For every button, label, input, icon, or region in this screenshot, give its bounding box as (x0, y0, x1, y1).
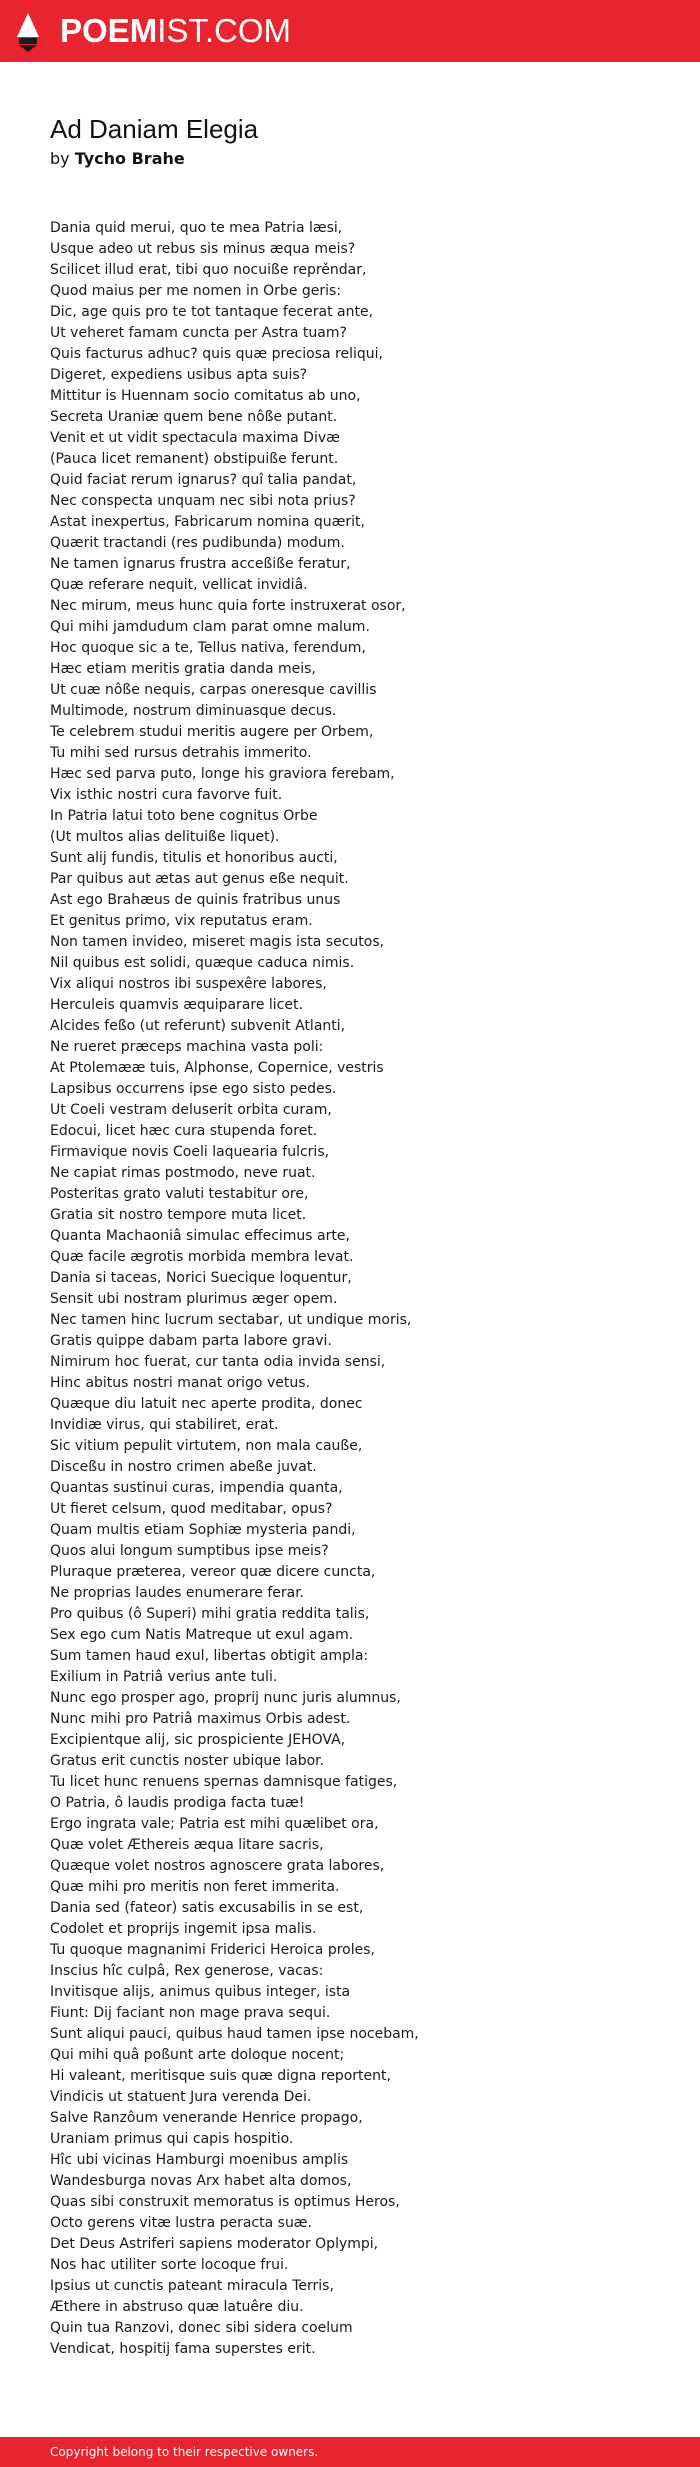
poem-line: Octo gerens vitæ lustra peracta suæ. (50, 2215, 313, 2231)
poem-line: Quæ facile ægrotis morbida membra levat. (50, 1249, 354, 1265)
poem-line: Vindicis ut statuent Jura verenda Dei. (50, 2089, 312, 2105)
poem-line: Nos hac utiliter sorte locoque frui. (50, 2257, 289, 2273)
poem-line: Quæ mihi pro meritis non feret immerita. (50, 1879, 340, 1895)
poem-line: Dania sed (fateor) satis excusabilis in se est, (50, 1900, 364, 1916)
poem-line: Te celebrem studui meritis augere per Orbem, (50, 724, 374, 740)
poem-line: Firmavique novis Coeli laquearia fulcris, (50, 1144, 330, 1160)
poem-line: Qui mihi jamdudum clam parat omne malum. (50, 619, 370, 635)
poem-line: Vix isthic nostri cura favorve fuit. (50, 787, 283, 803)
poem-line: Sum tamen haud exul, libertas obtigit ampla: (50, 1648, 369, 1664)
poem-line: O Patria, ô laudis prodiga facta tuæ! (50, 1795, 305, 1811)
poem-line: Sex ego cum Natis Matreque ut exul agam. (50, 1627, 354, 1643)
poem-line: Ut veheret famam cuncta per Astra tuam? (50, 325, 347, 341)
poem-line: In Patria latui toto bene cognitus Orbe (50, 808, 318, 824)
poem-line: Wandesburga novas Arx habet alta domos, (50, 2173, 352, 2189)
poem-line: Nec tamen hinc lucrum sectabar, ut undique moris, (50, 1312, 412, 1328)
site-logo[interactable] (60, 13, 291, 49)
poem-line: Sunt alij fundis, titulis et honoribus aucti, (50, 850, 338, 866)
poem-line: Nunc mihi pro Patriâ maximus Orbis adest. (50, 1711, 351, 1727)
poem-line: Hi valeant, meritisque suis quæ digna reportent, (50, 2068, 391, 2084)
poem-line: Exilium in Patriâ verius ante tuli. (50, 1669, 278, 1685)
poem-line: Mittitur is Huennam socio comitatus ab uno, (50, 388, 361, 404)
poem-line: Quæ volet Æthereis æqua litare sacris, (50, 1837, 324, 1853)
poem-line: Codolet et proprijs ingemit ipsa malis. (50, 1921, 317, 1937)
poem-line: Quod maius per me nomen in Orbe geris: (50, 283, 342, 299)
byline (50, 149, 185, 169)
poem-line: Ne rueret præceps machina vasta poli: (50, 1039, 324, 1055)
poem-line: Vix aliqui nostros ibi suspexêre labores, (50, 976, 327, 992)
poem-line: Sic vitium pepulit virtutem, non mala cauße, (50, 1438, 363, 1454)
poem-line: Lapsibus occurrens ipse ego sisto pedes. (50, 1081, 337, 1097)
poem-line: Astat inexpertus, Fabricarum nomina quærit, (50, 514, 365, 530)
poem-line: Edocui, licet hæc cura stupenda foret. (50, 1123, 318, 1139)
poem-line: Invidiæ virus, qui stabiliret, erat. (50, 1417, 279, 1433)
poem-line: Secreta Uraniæ quem bene nôße putant. (50, 409, 338, 425)
poem-line: Hæc etiam meritis gratia danda meis, (50, 661, 316, 677)
poem-line: Tu mihi sed rursus detrahis immerito. (50, 745, 312, 761)
poem-line: Ut fieret celsum, quod meditabar, opus? (50, 1501, 333, 1517)
site-footer (0, 2437, 700, 2467)
poem-title: Ad Daniam Elegia (50, 114, 259, 144)
poem-line: Scilicet illud erat, tibi quo nocuiße reprěndar, (50, 262, 367, 278)
poem-line: Venit et ut vidit spectacula maxima Divæ (50, 430, 340, 446)
poem-line: Hinc abitus nostri manat origo vetus. (50, 1375, 310, 1391)
poem-line: Dania quid merui, quo te mea Patria læsi, (50, 220, 343, 236)
author-name[interactable]: Tycho Brahe (74, 149, 185, 168)
poem-line: Ut cuæ nôße nequis, carpas oneresque cavillis (50, 682, 377, 698)
poem-line: Nimirum hoc fuerat, cur tanta odia invida sensi, (50, 1354, 386, 1370)
poem-line: Quantas sustinui curas, impendia quanta, (50, 1480, 343, 1496)
poem-line: Pro quibus (ô Superi) mihi gratia reddita talis, (50, 1606, 370, 1622)
pen-nib-icon[interactable] (16, 12, 40, 52)
poem-line: Inscius hîc culpâ, Rex generose, vacas: (50, 1963, 324, 1979)
poem-line: At Ptolemææ tuis, Alphonse, Copernice, vestris (50, 1060, 384, 1076)
poem-line: Quid faciat rerum ignarus? quî talia pandat, (50, 472, 357, 488)
poem-line: Quæque volet nostros agnoscere grata labores, (50, 1858, 385, 1874)
poem-line: Nec mirum, meus hunc quia forte instruxerat osor, (50, 598, 406, 614)
poem-line: Multimode, nostrum diminuasque decus. (50, 703, 337, 719)
poem-line: Excipientque alij, sic prospiciente JEHOVA, (50, 1732, 346, 1748)
poem-line: Nunc ego prosper ago, proprij nunc juris alumnus, (50, 1690, 401, 1706)
poem-line: Ipsius ut cunctis pateant miracula Terris, (50, 2278, 334, 2294)
poem-line: Ne proprias laudes enumerare ferar. (50, 1585, 305, 1601)
poem-line: Ast ego Brahæus de quinis fratribus unus (50, 892, 341, 908)
poem-line: Quærit tractandi (res pudibunda) modum. (50, 535, 345, 551)
poem-line: Herculeis quamvis æquiparare licet. (50, 997, 303, 1013)
poem-line: Sunt aliqui pauci, quibus haud tamen ipse nocebam, (50, 2026, 419, 2042)
poem-line: Ut Coeli vestram deluserit orbita curam, (50, 1102, 332, 1118)
poem-line: Hæc sed parva puto, longe his graviora ferebam, (50, 766, 395, 782)
poem-line: Quos alui longum sumptibus ipse meis? (50, 1543, 329, 1559)
poem-line: Gratis quippe dabam parta labore gravi. (50, 1333, 332, 1349)
poem-line: Gratus erit cunctis noster ubique labor. (50, 1753, 325, 1769)
poem-line: Tu quoque magnanimi Friderici Heroica proles, (50, 1942, 375, 1958)
poem-line: Et genitus primo, vix reputatus eram. (50, 913, 313, 929)
poem-line: Par quibus aut ætas aut genus eße nequit. (50, 871, 349, 887)
poem-line: Nil quibus est solidi, quæque caduca nimis. (50, 955, 355, 971)
logo-light-text: IST.COM (157, 12, 292, 49)
poem-line: Hîc ubi vicinas Hamburgi moenibus amplis (50, 2152, 349, 2168)
poem-line: Quas sibi construxit memoratus is optimus Heros, (50, 2194, 400, 2210)
poem-line: Quin tua Ranzovi, donec sibi sidera coelum (50, 2320, 353, 2336)
poem-line: Æthere in abstruso quæ latuêre diu. (50, 2299, 304, 2315)
poem-line: Vendicat, hospitij fama superstes erit. (50, 2341, 316, 2357)
poem-line: (Pauca licet remanent) obstipuiße ferunt. (50, 451, 339, 467)
poem-line: Quam multis etiam Sophiæ mysteria pandi, (50, 1522, 356, 1538)
poem-line: Posteritas grato valuti testabitur ore, (50, 1186, 309, 1202)
poem-line: Gratia sit nostro tempore muta licet. (50, 1207, 307, 1223)
poem-line: Invitisque alijs, animus quibus integer, ista (50, 1984, 351, 2000)
poem-line: Non tamen invideo, miseret magis ista secutos, (50, 934, 385, 950)
poem-line: Ergo ingrata vale; Patria est mihi quælibet ora, (50, 1816, 379, 1832)
poem-line: Hoc quoque sic a te, Tellus nativa, ferendum, (50, 640, 366, 656)
poem-line: Nec conspecta unquam nec sibi nota prius? (50, 493, 356, 509)
poem-line: Pluraque præterea, vereor quæ dicere cuncta, (50, 1564, 376, 1580)
poem-line: Usque adeo ut rebus sis minus æqua meis? (50, 241, 356, 257)
poem-line: Qui mihi quâ poßunt arte doloque nocent; (50, 2047, 345, 2063)
poem-line: Fiunt: Dij faciant non mage prava sequi. (50, 2005, 331, 2021)
poem-line: Quæ referare nequit, vellicat invidiâ. (50, 577, 308, 593)
poem-line: Ne tamen ignarus frustra acceßiße feratur, (50, 556, 351, 572)
poem-line: Sensit ubi nostram plurimus æger opem. (50, 1291, 338, 1307)
poem-line: Ne capiat rimas postmodo, neve ruat. (50, 1165, 316, 1181)
poem-line: Alcides feßo (ut referunt) subvenit Atlanti, (50, 1018, 346, 1034)
poem-line: Uraniam primus qui capis hospitio. (50, 2131, 294, 2147)
poem-line: Quis facturus adhuc? quis quæ preciosa reliqui, (50, 346, 383, 362)
poem-line: Salve Ranzôum venerande Henrice propago, (50, 2110, 363, 2126)
poem-line: Det Deus Astriferi sapiens moderator Oplympi, (50, 2236, 379, 2252)
poem-line: Dic, age quis pro te tot tantaque fecerat ante, (50, 304, 374, 320)
poem-line: (Ut multos alias delituiße liquet). (50, 829, 280, 845)
poem-line: Disceßu in nostro crimen abeße juvat. (50, 1459, 317, 1475)
copyright-notice: Copyright belong to their respective owners. (50, 2445, 319, 2459)
poem-line: Dania si taceas, Norici Suecique loquentur, (50, 1270, 352, 1286)
poem-body (50, 218, 419, 2360)
poem-line: Quanta Machaoniâ simulac effecimus arte, (50, 1228, 350, 1244)
poem-line: Digeret, expediens usibus apta suis? (50, 367, 308, 383)
by-label: by (50, 149, 70, 168)
poem-line: Quæque diu latuit nec aperte prodita, donec (50, 1396, 363, 1412)
poem-line: Tu licet hunc renuens spernas damnisque fatiges, (50, 1774, 398, 1790)
logo-bold-text: POEM (60, 12, 158, 49)
site-header (0, 0, 700, 62)
